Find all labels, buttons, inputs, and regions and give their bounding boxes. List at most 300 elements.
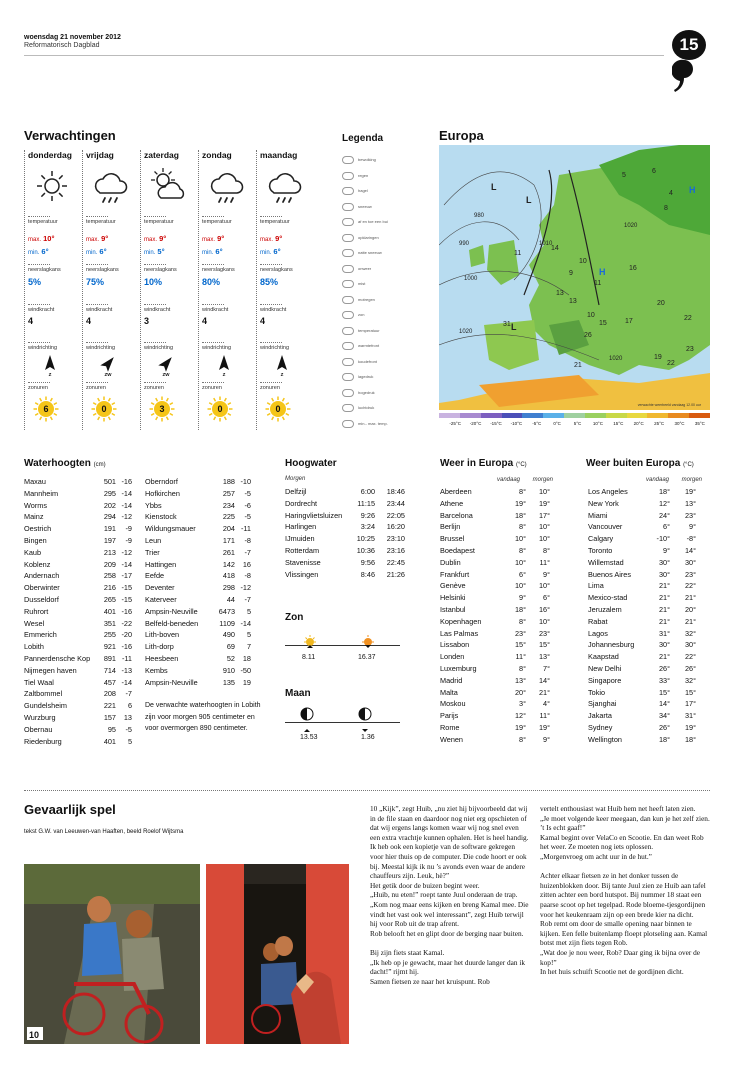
legend-item: onweer — [342, 265, 417, 273]
cell-value: 18° — [658, 487, 670, 496]
legend-icon — [342, 420, 354, 428]
table-row — [440, 533, 550, 545]
table-row — [24, 665, 132, 677]
max-temp: max. 9° — [260, 234, 283, 243]
table-row — [24, 724, 132, 736]
legend-item: regen — [342, 172, 417, 180]
scale-label: 20°C — [633, 421, 644, 426]
legend-icon — [342, 249, 354, 257]
cell-value: 15° — [658, 687, 670, 697]
table-row — [588, 722, 696, 734]
cell-value: 18° — [514, 510, 526, 520]
cell-value: 15° — [684, 687, 696, 697]
scale-label: -5°C — [532, 421, 542, 426]
max-temp: max. 9° — [86, 234, 109, 243]
label-wind: windkracht — [86, 304, 108, 313]
rain-chance: 10% — [144, 277, 163, 287]
cell-value: 19 — [242, 677, 251, 687]
min-temp: min. 6° — [28, 247, 49, 256]
cell-value: 18° — [658, 734, 670, 744]
cell-value: -5 — [244, 488, 251, 498]
cell-name: Dusseldorf — [24, 594, 59, 604]
cell-name: Katerveer — [145, 594, 177, 604]
cell-name: Lima — [588, 581, 604, 591]
cell-value: 234 — [222, 500, 235, 510]
cell-value: 6473 — [218, 606, 235, 616]
isobar-label: 990 — [459, 241, 470, 247]
table-row — [588, 498, 696, 510]
map-temperature: 8 — [664, 205, 668, 212]
cell-name: Lith-boven — [145, 630, 180, 640]
cell-name: Lobith — [24, 642, 44, 652]
forecast-day-name: donderdag — [28, 150, 72, 160]
scale-label: -25°C — [449, 421, 461, 426]
cell-value: 23:16 — [386, 545, 405, 555]
sun-hours: 3 — [159, 404, 165, 414]
cell-name: Belfeld-beneden — [145, 618, 199, 628]
weer-buiten-table — [588, 486, 696, 746]
cell-value: 20° — [514, 687, 526, 697]
legend-item: bewolking — [342, 156, 417, 164]
cell-value: -14 — [121, 559, 132, 569]
wind-direction: Z — [48, 372, 52, 377]
cell-name: Willemstad — [588, 557, 624, 567]
cell-value: 17° — [684, 699, 696, 709]
cell-value: 33° — [658, 675, 670, 685]
cell-value: 216 — [103, 583, 116, 593]
table-row — [440, 616, 550, 628]
svg-text:H: H — [599, 267, 606, 277]
cell-name: Dordrecht — [285, 498, 318, 508]
table-row — [145, 488, 251, 500]
cell-name: Singapore — [588, 675, 622, 685]
cell-name: Toronto — [588, 545, 613, 555]
table-row — [588, 533, 696, 545]
cell-name: Jeruzalem — [588, 604, 622, 614]
table-row — [440, 687, 550, 699]
table-row — [24, 606, 132, 618]
cell-value: 21° — [684, 616, 696, 626]
sun-hours: 0 — [101, 404, 107, 414]
cell-value: 14° — [658, 699, 670, 709]
table-row — [588, 651, 696, 663]
hoogwater-title: Hoogwater — [285, 458, 337, 469]
cell-value: 10° — [538, 522, 550, 532]
label-temp: temperatuur — [144, 216, 166, 225]
cell-name: Ybbs — [145, 500, 162, 510]
cell-value: 197 — [103, 535, 116, 545]
cell-value: 8:46 — [360, 569, 375, 579]
wind-force: 4 — [260, 316, 266, 326]
sunrise-icon — [302, 634, 318, 650]
cell-value: -14 — [240, 618, 251, 628]
table-row — [440, 651, 550, 663]
cell-value: 44 — [226, 594, 235, 604]
scale-swatch — [585, 413, 606, 418]
legend-icon — [342, 156, 354, 164]
cell-value: 21° — [658, 593, 670, 603]
cell-value: 31° — [658, 628, 670, 638]
cell-value: -12 — [121, 547, 132, 557]
cell-value: 19° — [684, 487, 696, 496]
sun-hours-badge — [265, 396, 291, 422]
map-temperature: 9 — [569, 270, 573, 277]
cell-value: 6:00 — [360, 487, 375, 496]
cell-value: 30° — [684, 557, 696, 567]
cell-value: 18 — [242, 653, 251, 663]
sun-hours-badge — [33, 396, 59, 422]
sun-icon — [33, 168, 71, 204]
table-row — [588, 734, 696, 746]
wind-force: 4 — [86, 316, 92, 326]
cell-value: 16:20 — [386, 522, 405, 532]
cell-value: 15° — [514, 640, 526, 650]
cell-value: 213 — [103, 547, 116, 557]
min-temp: min. 6° — [202, 247, 223, 256]
cell-value: 8° — [519, 522, 526, 532]
cell-value: 401 — [103, 736, 116, 746]
table-row — [145, 570, 251, 582]
table-row — [145, 535, 251, 547]
rain-chance: 80% — [202, 277, 221, 287]
cell-value: 23° — [684, 569, 696, 579]
cell-value: 188 — [222, 477, 235, 486]
table-row — [440, 521, 550, 533]
label-direction: windrichting — [202, 342, 224, 351]
legend-icon — [342, 203, 354, 211]
table-row — [440, 604, 550, 616]
cell-value: 418 — [222, 571, 235, 581]
comic-panel-right — [206, 864, 349, 1044]
cell-value: -14 — [121, 500, 132, 510]
label-temp: temperatuur — [86, 216, 108, 225]
cell-name: Hattingen — [145, 559, 177, 569]
cell-value: 11° — [515, 652, 526, 662]
cell-value: 13 — [123, 712, 132, 722]
table-row — [24, 535, 132, 547]
cell-name: Calgary — [588, 534, 614, 544]
cell-name: Wenen — [440, 734, 463, 744]
table-row — [145, 511, 251, 523]
cell-value: 921 — [103, 642, 116, 652]
cell-name: Obernau — [24, 724, 53, 734]
cell-name: Ruhrort — [24, 606, 49, 616]
europe-weather-map — [439, 145, 710, 410]
cell-value: 142 — [222, 559, 235, 569]
forecast-day-4 — [256, 150, 312, 430]
cell-value: 16° — [538, 604, 550, 614]
cell-name: Mainz — [24, 512, 44, 522]
forecast-day-1 — [82, 150, 138, 430]
scale-swatch — [439, 413, 460, 418]
cell-value: -5 — [244, 512, 251, 522]
map-temperature: 31 — [503, 321, 511, 328]
temperature-scale-bar — [439, 413, 710, 418]
table-row — [145, 500, 251, 512]
map-temperature: 21 — [574, 362, 582, 369]
hoogwater-table — [285, 486, 405, 580]
cell-value: 23° — [514, 628, 526, 638]
wind-direction: Z — [280, 372, 284, 377]
cell-value: 490 — [222, 630, 235, 640]
cell-value: 32° — [684, 628, 696, 638]
zon-title: Zon — [285, 612, 304, 623]
header-rule — [24, 55, 664, 56]
cell-value: 8° — [519, 734, 526, 744]
cell-value: 9° — [543, 734, 550, 744]
table-row — [285, 533, 405, 545]
cell-value: -14 — [121, 677, 132, 687]
legend-icon — [342, 373, 354, 381]
cell-value: 295 — [103, 488, 116, 498]
legend-item: koudefront — [342, 358, 417, 366]
table-row — [145, 476, 251, 488]
table-row — [145, 523, 251, 535]
map-temperature: 11 — [514, 250, 522, 257]
cell-value: 9° — [689, 522, 696, 532]
cell-name: Buenos Aires — [588, 569, 631, 579]
cell-value: 910 — [222, 665, 235, 675]
cell-name: Kopenhagen — [440, 616, 482, 626]
map-temperature: 10 — [579, 258, 587, 265]
table-row — [285, 545, 405, 557]
table-row — [440, 510, 550, 522]
cell-name: Los Angeles — [588, 487, 628, 496]
cell-value: 21° — [684, 593, 696, 603]
cell-value: 10:36 — [356, 545, 375, 555]
sun-hours-badge — [91, 396, 117, 422]
map-temperature: 10 — [587, 312, 595, 319]
label-sun: zonuren — [202, 382, 224, 391]
cell-name: Lagos — [588, 628, 608, 638]
cell-name: Wildungsmauer — [145, 524, 196, 534]
label-direction: windrichting — [86, 342, 108, 351]
cell-value: 30° — [658, 569, 670, 579]
cell-value: 1109 — [219, 618, 235, 628]
table-row — [145, 606, 251, 618]
cell-value: 34° — [658, 711, 670, 721]
sun-cloud-icon — [149, 168, 187, 204]
cell-name: Deventer — [145, 583, 175, 593]
weer-europa-title: Weer in Europa (°C) — [440, 458, 527, 469]
legend-item: hogedruk — [342, 389, 417, 397]
label-rain: neerslagkans — [260, 264, 282, 273]
cell-value: 9° — [663, 545, 670, 555]
cell-name: Brussel — [440, 534, 465, 544]
cell-value: 17° — [538, 510, 550, 520]
table-row — [285, 498, 405, 510]
cell-value: 19° — [684, 722, 696, 732]
label-wind: windkracht — [28, 304, 50, 313]
map-temperature: 4 — [669, 190, 673, 197]
legend-icon — [342, 172, 354, 180]
cell-name: Wellington — [588, 734, 622, 744]
cell-name: Rome — [440, 722, 460, 732]
map-temperature: 13 — [569, 298, 577, 305]
cell-name: Heesbeen — [145, 653, 179, 663]
forecast-day-3 — [198, 150, 254, 430]
section-divider — [24, 790, 710, 791]
cell-value: -9 — [125, 535, 132, 545]
cell-name: Las Palmas — [440, 628, 479, 638]
cell-value: 18° — [514, 604, 526, 614]
cell-name: Moskou — [440, 699, 466, 709]
cell-name: Kienstock — [145, 512, 177, 522]
table-row — [24, 511, 132, 523]
table-row — [588, 698, 696, 710]
wind-direction: ZW — [104, 372, 112, 377]
cell-value: 8° — [519, 545, 526, 555]
map-temperature: 13 — [556, 290, 564, 297]
table-row — [440, 675, 550, 687]
cell-value: 9° — [543, 569, 550, 579]
cell-value: 157 — [103, 712, 116, 722]
cell-name: Stavenisse — [285, 557, 321, 567]
cell-name: Istanbul — [440, 604, 466, 614]
cell-value: 7° — [543, 663, 550, 673]
cell-value: 8° — [519, 487, 526, 496]
cell-value: 22° — [684, 581, 696, 591]
table-row — [145, 653, 251, 665]
cell-value: 11:15 — [357, 498, 375, 508]
header-date: woensdag 21 november 2012 — [24, 34, 121, 41]
legend-item: sneeuw — [342, 203, 417, 211]
moonset-icon — [356, 706, 374, 734]
legend-icon — [342, 327, 354, 335]
table-row — [588, 675, 696, 687]
cell-value: -8° — [686, 534, 696, 544]
cell-name: Bingen — [24, 535, 47, 545]
map-temperature: 16 — [629, 265, 637, 272]
cell-value: -15 — [121, 583, 132, 593]
hoogwater-sub: Morgen — [285, 476, 306, 482]
cell-value: 15° — [538, 640, 550, 650]
table-row — [588, 545, 696, 557]
cell-value: 9° — [519, 593, 526, 603]
cell-value: -11 — [240, 524, 251, 534]
sunset-time: 16.37 — [358, 654, 376, 661]
table-row — [588, 663, 696, 675]
label-direction: windrichting — [260, 342, 282, 351]
label-wind: windkracht — [144, 304, 166, 313]
cell-value: -12 — [240, 583, 251, 593]
cell-name: Wurzburg — [24, 712, 56, 722]
cell-name: Parijs — [440, 711, 459, 721]
cell-name: Dublin — [440, 557, 461, 567]
weer-buiten-title: Weer buiten Europa (°C) — [586, 458, 694, 469]
max-temp: max. 9° — [144, 234, 167, 243]
cell-value: 298 — [222, 583, 235, 593]
legend-item: motregen — [342, 296, 417, 304]
cell-name: Koblenz — [24, 559, 51, 569]
comic-panel-left — [24, 864, 200, 1044]
table-row — [588, 580, 696, 592]
cell-value: -7 — [244, 594, 251, 604]
cell-name: Kaub — [24, 547, 42, 557]
sunrise-time: 8.11 — [302, 654, 316, 661]
table-row — [588, 569, 696, 581]
cell-name: Sjanghai — [588, 699, 617, 709]
label-wind: windkracht — [202, 304, 224, 313]
table-row — [24, 653, 132, 665]
cell-value: 265 — [103, 594, 116, 604]
cell-value: -50 — [240, 665, 251, 675]
label-direction: windrichting — [28, 342, 50, 351]
cell-value: 891 — [103, 653, 116, 663]
story-title: Gevaarlijk spel — [24, 802, 116, 817]
svg-text:L: L — [526, 195, 532, 205]
label-temp: temperatuur — [260, 216, 282, 225]
min-temp: min. 5° — [144, 247, 165, 256]
scale-swatch — [481, 413, 502, 418]
scale-swatch — [522, 413, 543, 418]
cell-name: Andernach — [24, 571, 60, 581]
cell-value: 8° — [519, 663, 526, 673]
legend-item: lagedruk — [342, 373, 417, 381]
scale-label: 15°C — [613, 421, 624, 426]
label-sun: zonuren — [86, 382, 108, 391]
cell-value: 21:26 — [386, 569, 405, 579]
table-row — [440, 486, 550, 498]
map-temperature: 19 — [654, 354, 662, 361]
table-row — [24, 688, 132, 700]
cell-value: -16 — [121, 477, 132, 486]
table-row — [440, 722, 550, 734]
legend-icon — [342, 280, 354, 288]
legend-item: natte sneeuw — [342, 249, 417, 257]
cell-value: 401 — [103, 606, 116, 616]
table-row — [145, 559, 251, 571]
max-temp: max. 10° — [28, 234, 55, 243]
scale-swatch — [647, 413, 668, 418]
table-row — [588, 639, 696, 651]
table-row — [440, 663, 550, 675]
scale-label: -15°C — [490, 421, 502, 426]
map-temperature: 23 — [686, 346, 694, 353]
cell-name: Oestrich — [24, 524, 52, 534]
cell-value: 21° — [658, 581, 670, 591]
waterhoogten-table-2 — [145, 476, 251, 688]
cell-value: 351 — [103, 618, 116, 628]
table-row — [24, 594, 132, 606]
table-row — [24, 547, 132, 559]
cell-name: Mexico-stad — [588, 593, 628, 603]
map-temperature: 15 — [599, 320, 607, 327]
legend-item: luchtdruk — [342, 404, 417, 412]
forecast-day-2 — [140, 150, 196, 430]
label-sun: zonuren — [28, 382, 50, 391]
wind-force: 3 — [144, 316, 150, 326]
table-row — [24, 488, 132, 500]
map-temperature: 20 — [657, 300, 665, 307]
cell-name: Luxemburg — [440, 663, 477, 673]
cell-value: 202 — [103, 500, 116, 510]
forecast-day-0 — [24, 150, 80, 430]
table-row — [24, 559, 132, 571]
forecast-day-name: zaterdag — [144, 150, 179, 160]
cell-value: 5 — [246, 630, 251, 640]
cell-value: 3:24 — [360, 522, 375, 532]
story-column-2: vertelt enthousiast wat Huib hem net heeft laten zien. „Je moet volgende keer meegaan, dan kun je het zelf zien. ’t Is echt gaaf!” Kamal begint over VelaCo en Scootie. En dan weet Rob het weer. Ze moeten nog iets oplossen. „Morgenvroeg om acht uur in de hut.” Achter elkaar fietsen ze in het donker tussen de huizenblokken door. Bij tante Juul zien ze Huib aan tafel zitten achter een bord hutspot. Bij nummer 18 staat een paarse scoot op het tegelpad. Rode bloeme-tjesgordijnen voor het keukenraam zijn op een brede kier na dicht. Rob remt om door de smalle opening naar binnen te kijken. Een felle buitenlamp floept plotseling aan. Kamal botst met zijn fiets tegen Rob. „Wat doe je nou weer, Rob? Daar ging ik bijna over de kop!” In het huis schuift Scootie net de gordijnen dicht. — [540, 804, 710, 977]
rain-chance: 75% — [86, 277, 105, 287]
table-row — [145, 594, 251, 606]
table-row — [285, 510, 405, 522]
cell-name: Madrid — [440, 675, 463, 685]
cell-value: -8 — [244, 571, 251, 581]
label-rain: neerslagkans — [86, 264, 108, 273]
scale-label: 5°C — [573, 421, 582, 426]
cell-name: Vlissingen — [285, 569, 319, 579]
